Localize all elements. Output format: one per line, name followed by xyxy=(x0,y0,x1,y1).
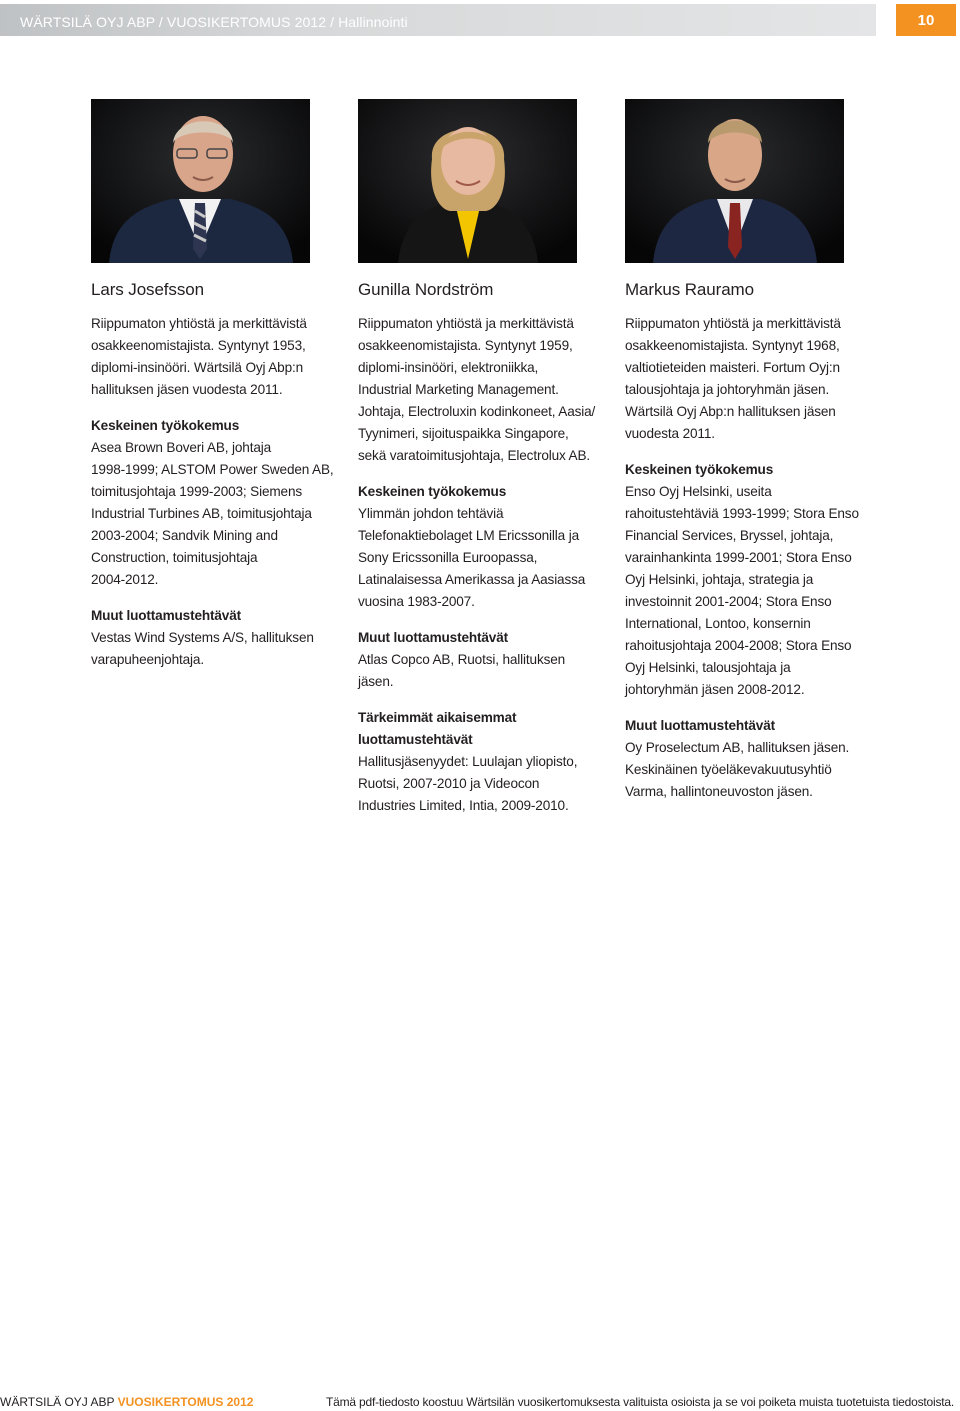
section-other-positions: Muut luottamustehtävät Vestas Wind Systems A/S, hallituksen varapuheenjohtaja. xyxy=(91,605,331,671)
section-heading: Muut luottamustehtävät xyxy=(625,718,776,733)
section-previous-positions: Tärkeimmät aikaisemmat luottamustehtävät Hallitusjäsenyydet: Luulajan yliopisto, Ruotsi, 2007-2010 ja Videocon Industries Limited, Intia, 2009-2010. xyxy=(358,707,598,817)
page-number-badge: 10 xyxy=(896,4,956,36)
footer-report-name: VUOSIKERTOMUS 2012 xyxy=(117,1395,254,1409)
section-heading: Muut luottamustehtävät xyxy=(358,630,509,645)
portrait-photo xyxy=(91,99,310,263)
section-work-experience: Keskeinen työkokemus Ylimmän johdon tehtäviä Telefonaktiebolaget LM Ericssonilla ja Sony Ericssonilla Euroopassa, Latinalaisessa Amerikassa ja Aasiassa vuosina 1983-2007. xyxy=(358,481,598,613)
section-heading: Muut luottamustehtävät xyxy=(91,608,242,623)
header-bar xyxy=(0,4,876,36)
portrait-photo xyxy=(625,99,844,263)
section-work-experience: Keskeinen työkokemus Asea Brown Boveri AB, johtaja 1998-1999; ALSTOM Power Sweden AB, toimitusjohtaja 1999-2003; Siemens Industrial Turbines AB, toimitusjohtaja 2003-2004; Sandvik Mining and Construction, toimitusjohtaja 2004-2012. xyxy=(91,415,331,591)
footer-brand xyxy=(0,1395,253,1409)
section-heading: Keskeinen työkokemus xyxy=(358,484,507,499)
section-other-positions: Muut luottamustehtävät Oy Proselectum AB, hallituksen jäsen. Keskinäinen työeläkevakuutusyhtiö Varma, hallintoneuvoston jäsen. xyxy=(625,715,865,803)
section-work-experience: Keskeinen työkokemus Enso Oyj Helsinki, useita rahoitustehtäviä 1993-1999; Stora Enso Financial Services, Bryssel, johtaja, varainhankinta 1999-2001; Stora Enso Oyj Helsinki, johtaja, strategia ja investoinnit 2001-2004; Stora Enso International, Lontoo, konsernin rahoitusjohtaja 2004-2008; Stora Enso Oyj Helsinki, talousjohtaja ja johtoryhmän jäsen 2008-2012. xyxy=(625,459,865,701)
portrait-man-icon xyxy=(625,99,844,263)
section-other-positions: Muut luottamustehtävät Atlas Copco AB, Ruotsi, hallituksen jäsen. xyxy=(358,627,598,693)
section-heading: luottamustehtävät xyxy=(358,732,473,747)
person-name: Lars Josefsson xyxy=(91,280,204,299)
person-intro: Riippumaton yhtiöstä ja merkittävistä osakkeenomistajista. Syntynyt 1953, diplomi-insinööri. Wärtsilä Oyj Abp:n hallituksen jäsen vuodesta 2011. xyxy=(91,316,307,397)
footer-company: WÄRTSILÄ OYJ ABP xyxy=(0,1395,115,1409)
portrait-woman-icon xyxy=(358,99,577,263)
footer-disclaimer: Tämä pdf-tiedosto koostuu Wärtsilän vuosikertomuksesta valituista osioista ja se voi poiketa muista tuotetuista tiedostoista. xyxy=(326,1395,954,1409)
person-name: Gunilla Nordström xyxy=(358,280,494,299)
board-member-lars-josefsson xyxy=(91,99,334,671)
section-heading: Keskeinen työkokemus xyxy=(625,462,774,477)
portrait-man-glasses-icon xyxy=(91,99,310,263)
section-heading: Keskeinen työkokemus xyxy=(91,418,240,433)
person-intro: Riippumaton yhtiöstä ja merkittävistä osakkeenomistajista. Syntynyt 1959, diplomi-insinööri, elektroniikka, Industrial Marketing Management. Johtaja, Electroluxin kodinkoneet, Aasia/ Tyynimeri, sijoituspaikka Singapore, sekä varatoimitusjohtaja, Electrolux AB. xyxy=(358,316,596,463)
person-name: Markus Rauramo xyxy=(625,280,754,299)
section-heading: Tärkeimmät aikaisemmat xyxy=(358,710,517,725)
portrait-photo xyxy=(358,99,577,263)
header-title: WÄRTSILÄ OYJ ABP / VUOSIKERTOMUS 2012 / Hallinnointi xyxy=(20,14,408,30)
board-member-markus-rauramo xyxy=(625,99,865,803)
person-intro: Riippumaton yhtiöstä ja merkittävistä osakkeenomistajista. Syntynyt 1968, valtiotieteiden maisteri. Fortum Oyj:n talousjohtaja ja johtoryhmän jäsen. Wärtsilä Oyj Abp:n hallituksen jäsen vuodesta 2011. xyxy=(625,316,841,441)
board-member-gunilla-nordstrom xyxy=(358,99,598,817)
